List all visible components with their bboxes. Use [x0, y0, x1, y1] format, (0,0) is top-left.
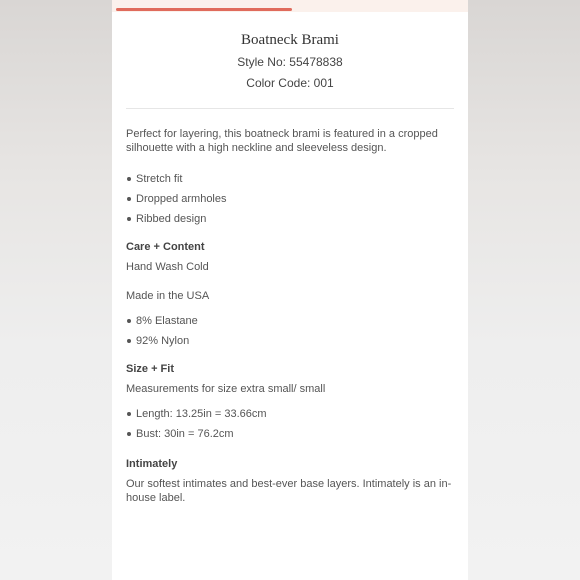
care-heading: Care + Content [126, 241, 205, 253]
product-header [112, 30, 468, 92]
list-item [126, 189, 456, 209]
bullet-icon [127, 197, 131, 201]
feature-list [126, 169, 456, 229]
material-label: 8% Elastane [136, 315, 198, 327]
materials-list [126, 311, 456, 351]
list-item [126, 404, 456, 424]
bullet-icon [127, 339, 131, 343]
product-title: Boatneck Brami [241, 32, 339, 48]
bullet-icon [127, 217, 131, 221]
list-item [126, 331, 456, 351]
style-number: Style No: 55478838 [237, 55, 343, 69]
bullet-icon [127, 412, 131, 416]
blurred-background-right [468, 0, 580, 580]
list-item [126, 209, 456, 229]
brand-heading: Intimately [126, 458, 178, 470]
feature-label: Ribbed design [136, 213, 207, 225]
material-label: 92% Nylon [136, 335, 190, 347]
product-description-content [126, 127, 456, 505]
care-wash: Hand Wash Cold [126, 261, 209, 273]
list-item [126, 424, 456, 444]
feature-label: Dropped armholes [136, 193, 227, 205]
bullet-icon [127, 319, 131, 323]
bullet-icon [127, 177, 131, 181]
size-fit-heading: Size + Fit [126, 363, 174, 375]
divider [126, 108, 454, 109]
measurement-label: Length: 13.25in = 33.66cm [136, 408, 267, 420]
color-code: Color Code: 001 [246, 76, 334, 90]
list-item [126, 169, 456, 189]
measurements-list [126, 404, 456, 444]
list-item [126, 311, 456, 331]
brand-text: Our softest intimates and best-ever base layers. Intimately is an in-house label. [126, 478, 452, 504]
blurred-background-left [0, 0, 112, 580]
progress-bar [116, 8, 292, 11]
feature-label: Stretch fit [136, 173, 183, 185]
size-fit-note: Measurements for size extra small/ small [126, 383, 326, 395]
description-text: Perfect for layering, this boatneck brami is featured in a cropped silhouette with a high neckline and sleeveless design. [126, 128, 438, 154]
measurement-label: Bust: 30in = 76.2cm [136, 428, 234, 440]
bullet-icon [127, 432, 131, 436]
care-origin: Made in the USA [126, 290, 210, 302]
product-details-sheet [112, 0, 468, 580]
